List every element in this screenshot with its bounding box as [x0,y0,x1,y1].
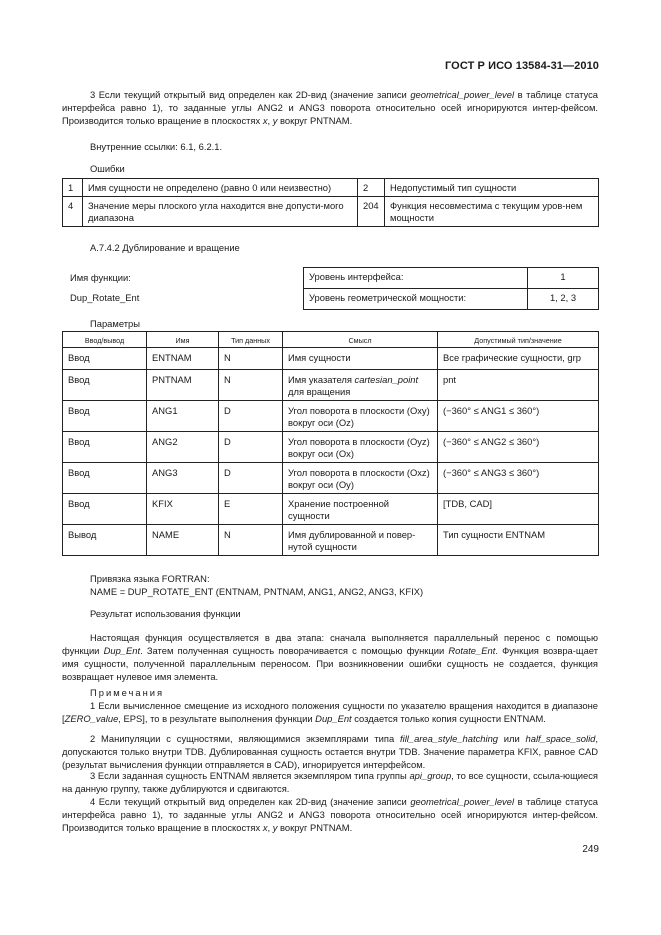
column-header: Допустимый тип/значение [438,332,599,348]
param-meaning: Имя указателя cartesian_point для вращения [283,370,438,401]
error-text: Значение меры плоского угла находится вне допусти-мого диапазона [83,197,358,227]
param-allowed: (−360° ≤ ANG3 ≤ 360°) [438,463,599,494]
param-allowed: (−360° ≤ ANG2 ≤ 360°) [438,432,599,463]
param-name: ANG1 [147,401,219,432]
errors-title: Ошибки [90,163,125,174]
param-type: N [219,525,283,556]
parameters-table [62,331,599,556]
param-row [63,432,599,463]
param-name: ANG3 [147,463,219,494]
param-type: D [219,463,283,494]
param-io: Ввод [63,401,147,432]
param-allowed: (−360° ≤ ANG1 ≤ 360°) [438,401,599,432]
level-row [304,268,599,289]
level-value: 1 [528,268,599,289]
column-header: Тип данных [219,332,283,348]
note-3: 3 Если заданная сущность ENTNAM является экземпляром типа группы api_group, то все сущности, ссыла-ющиеся на данную группу, также дублируются и сдвигаются. [62,770,598,794]
param-meaning: Имя сущности [283,348,438,370]
note-3-paragraph: 3 Если текущий открытый вид определен как 2D-вид (значение записи geometrical_power_level в таблице статуса интерфейса равно 1), то заданные углы ANG2 и ANG3 поворота относительно осей игнорируются интер-фейсом. Производится только вращение в плоскостях x, y вокруг PNTNAM. [62,89,598,126]
fortran-binding-label: Привязка языка FORTRAN: [90,573,210,584]
param-type: D [219,432,283,463]
level-label: Уровень интерфейса: [304,268,528,289]
error-text: Недопустимый тип сущности [385,179,599,197]
fortran-binding-call: NAME = DUP_ROTATE_ENT (ENTNAM, PNTNAM, ANG1, ANG2, ANG3, KFIX) [90,586,424,597]
param-name: ENTNAM [147,348,219,370]
param-row [63,463,599,494]
error-code: 204 [358,197,385,227]
param-row [63,401,599,432]
param-meaning: Угол поворота в плоскости (Oyz) вокруг оси (Ox) [283,432,438,463]
error-text: Имя сущности не определено (равно 0 или неизвестно) [83,179,358,197]
param-io: Ввод [63,463,147,494]
error-row [63,179,599,197]
param-row [63,348,599,370]
param-row [63,370,599,401]
internal-references: Внутренние ссылки: 6.1, 6.2.1. [90,141,223,152]
param-row [63,525,599,556]
param-meaning: Имя дублированной и повер-нутой сущности [283,525,438,556]
function-name-label: Имя функции: [70,272,131,283]
param-name: KFIX [147,494,219,525]
function-name: Dup_Rotate_Ent [70,292,140,303]
notes-heading: Примечания [90,687,165,698]
levels-table [303,267,599,310]
level-label: Уровень геометрической мощности: [304,289,528,310]
param-type: E [219,494,283,525]
param-type: N [219,370,283,401]
error-code: 4 [63,197,83,227]
result-title: Результат использования функции [90,608,241,619]
param-allowed: Все графические сущности, grp [438,348,599,370]
error-code: 2 [358,179,385,197]
section-heading: А.7.4.2 Дублирование и вращение [90,242,240,253]
params-header-row [63,332,599,348]
param-name: PNTNAM [147,370,219,401]
standard-code: ГОСТ Р ИСО 13584-31—2010 [444,60,599,72]
param-allowed: [TDB, CAD] [438,494,599,525]
param-io: Ввод [63,348,147,370]
param-name: ANG2 [147,432,219,463]
param-io: Вывод [63,525,147,556]
level-row [304,289,599,310]
column-header: Имя [147,332,219,348]
param-meaning: Хранение построенной сущности [283,494,438,525]
error-row [63,197,599,227]
level-value: 1, 2, 3 [528,289,599,310]
column-header: Смысл [283,332,438,348]
param-meaning: Угол поворота в плоскости (Oxz) вокруг оси (Oy) [283,463,438,494]
param-io: Ввод [63,494,147,525]
note-2: 2 Манипуляции с сущностями, являющимися экземплярами типа fill_area_style_hatching или half_space_solid, допускаются только внутри TDB. Дублированная сущность остается внутри TDB. Значение параметра KFIX, равное CAD (результат вычисления функции отправляется в CAD), игнорируется интерфейсом. [62,733,598,770]
page-number: 249 [582,844,599,855]
param-allowed: Тип сущности ENTNAM [438,525,599,556]
param-allowed: pnt [438,370,599,401]
param-io: Ввод [63,370,147,401]
param-meaning: Угол поворота в плоскости (Oxy) вокруг оси (Oz) [283,401,438,432]
note-1: 1 Если вычисленное смещение из исходного положения сущности по указателю вращения находится в диапазоне [ZERO_value, EPS], то в результате выполнения функции Dup_Ent создается только копия сущности ENTNAM. [62,700,598,724]
note-4: 4 Если текущий открытый вид определен как 2D-вид (значение записи geometrical_power_level в таблице статуса интерфейса равно 1), то заданные углы ANG2 и ANG3 поворота относительно осей игнорируются интер-фейсом. Производится только вращение в плоскостях x, y вокруг PNTNAM. [62,796,598,833]
error-text: Функция несовместима с текущим уров-нем мощности [385,197,599,227]
result-paragraph: Настоящая функция осуществляется в два этапа: сначала выполняется параллельный перенос с помощью функции Dup_Ent. Затем полученная сущность поворачивается с помощью функции Rotate_Ent. Функция возвра-щает имя сущности, полученной параллельным переносом. При возникновении ошибки сущность не создается, функция возвращает нулевое имя элемента. [62,632,599,682]
param-io: Ввод [63,432,147,463]
param-type: D [219,401,283,432]
errors-table [62,178,599,227]
params-title: Параметры [90,318,140,329]
param-type: N [219,348,283,370]
error-code: 1 [63,179,83,197]
param-name: NAME [147,525,219,556]
param-row [63,494,599,525]
column-header: Ввод/вывод [63,332,147,348]
